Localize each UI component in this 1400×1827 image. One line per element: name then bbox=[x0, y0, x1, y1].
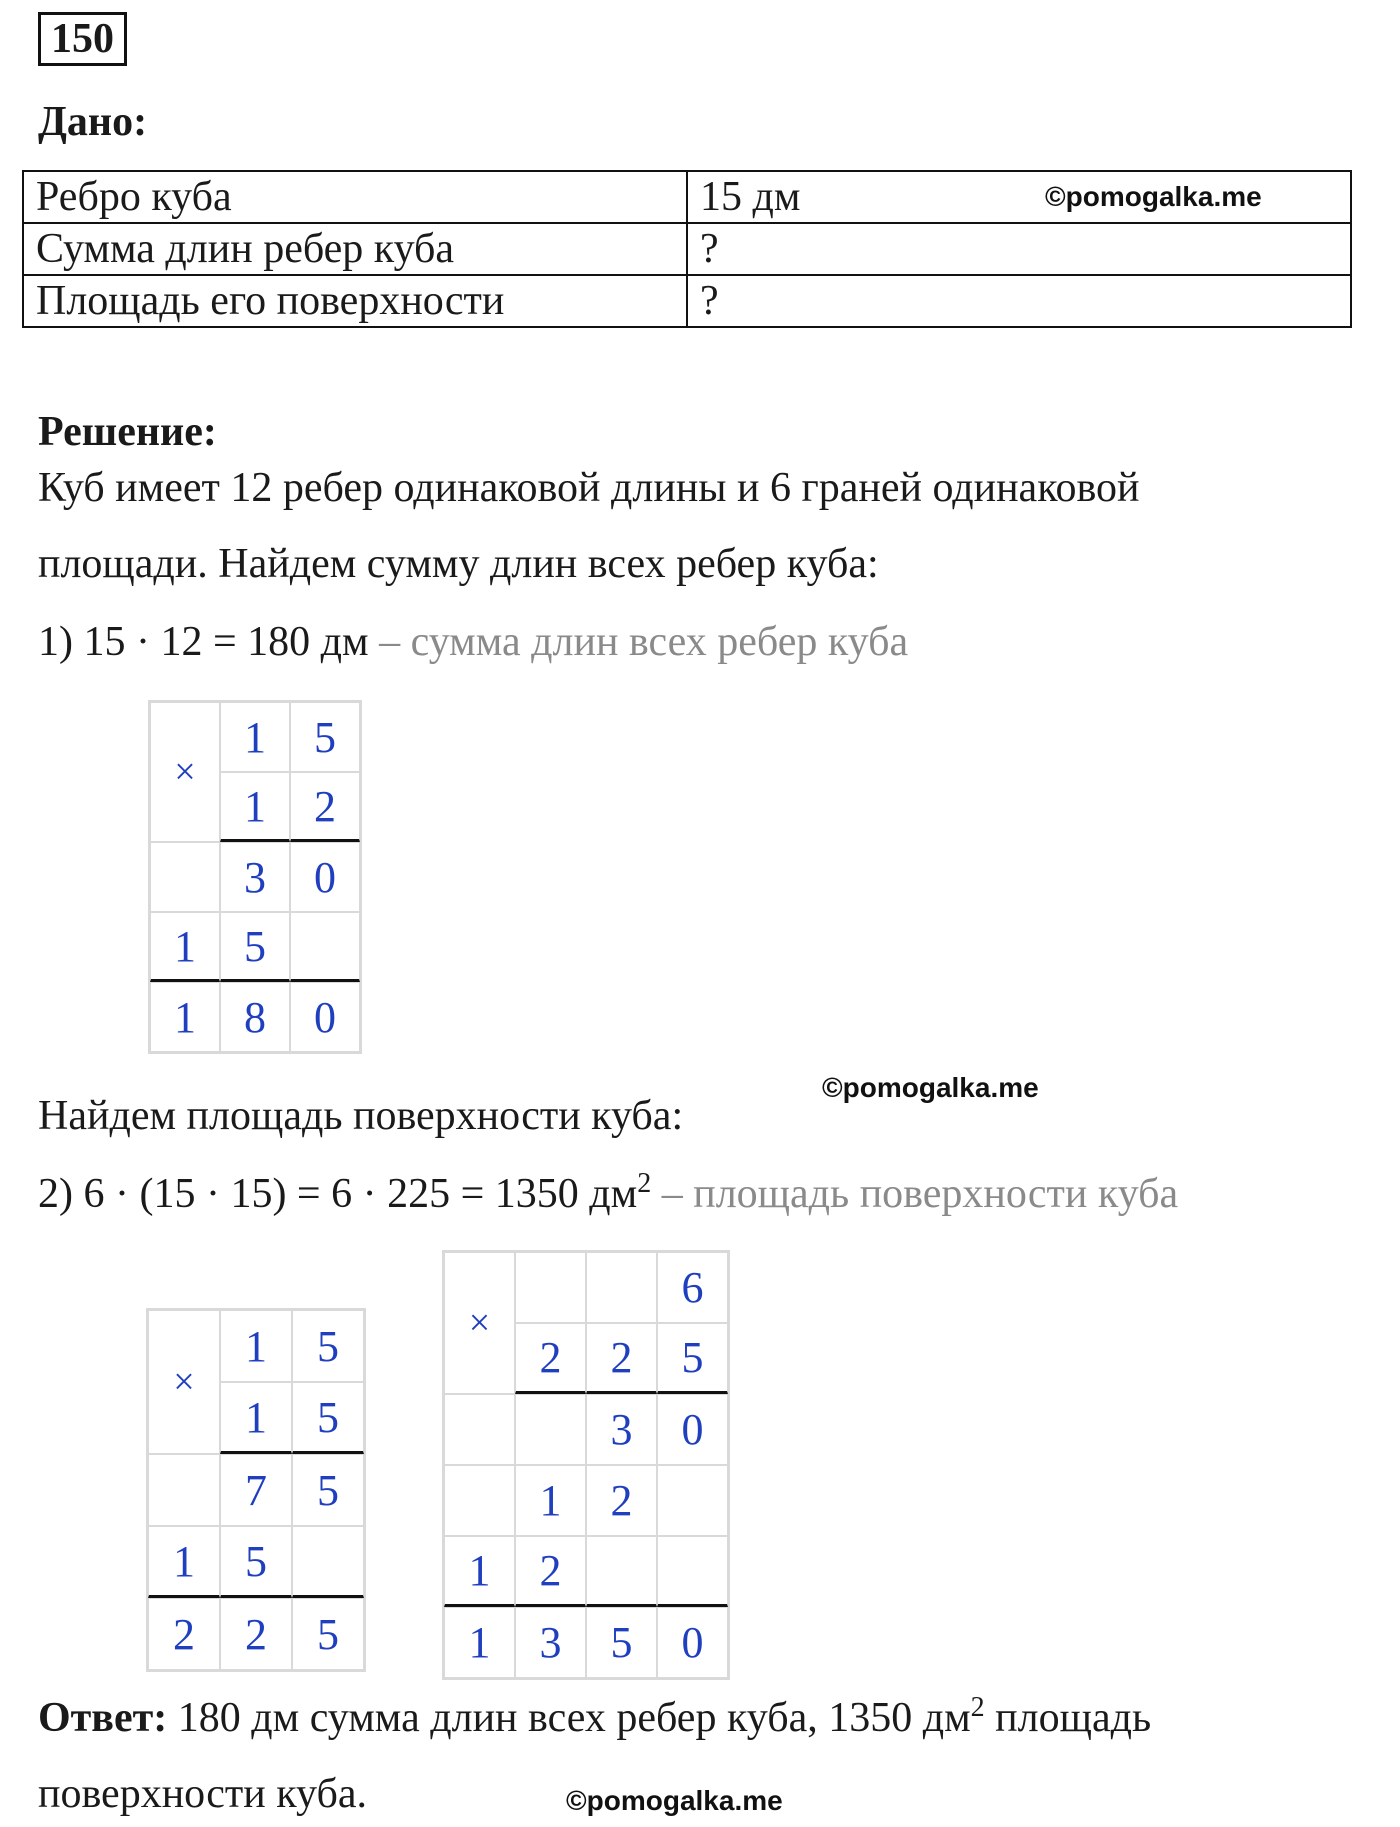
multiplication-15x15 bbox=[146, 1308, 366, 1672]
digit: 1 bbox=[444, 1607, 515, 1678]
digit: 0 bbox=[290, 842, 360, 912]
digit bbox=[657, 1465, 728, 1536]
watermark: ©pomogalka.me bbox=[566, 1785, 783, 1816]
answer-label: Ответ: bbox=[38, 1695, 168, 1741]
given-value: 15 дм bbox=[700, 174, 801, 220]
multiply-sign: × bbox=[148, 1310, 220, 1454]
solution-heading: Решение: bbox=[38, 409, 217, 455]
multiplication-225x6 bbox=[442, 1250, 730, 1680]
digit: 5 bbox=[220, 912, 290, 982]
given-value-cell bbox=[687, 171, 1351, 223]
step-2 bbox=[38, 1170, 1178, 1218]
digit: 2 bbox=[290, 772, 360, 842]
digit: 2 bbox=[148, 1598, 220, 1670]
digit: 1 bbox=[515, 1465, 586, 1536]
table-row bbox=[23, 171, 1351, 223]
given-value: ? bbox=[687, 275, 1351, 327]
given-label: Ребро куба bbox=[23, 171, 687, 223]
digit: 3 bbox=[586, 1394, 657, 1465]
digit: 1 bbox=[220, 1382, 292, 1454]
watermark: ©pomogalka.me bbox=[822, 1072, 1039, 1103]
digit bbox=[150, 842, 220, 912]
digit: 7 bbox=[220, 1454, 292, 1526]
digit: 0 bbox=[657, 1394, 728, 1465]
digit bbox=[515, 1252, 586, 1323]
digit: 1 bbox=[148, 1526, 220, 1598]
answer bbox=[38, 1694, 1151, 1742]
digit: 1 bbox=[150, 912, 220, 982]
multiply-sign: × bbox=[150, 702, 220, 842]
digit bbox=[148, 1454, 220, 1526]
digit: 8 bbox=[220, 982, 290, 1052]
task-number: 150 bbox=[38, 12, 127, 66]
step-1-note: – сумма длин всех ребер куба bbox=[368, 619, 909, 665]
given-heading: Дано: bbox=[38, 99, 148, 145]
answer-text: 180 дм сумма длин всех ребер куба, 1350 дм bbox=[167, 1695, 971, 1741]
digit: 0 bbox=[657, 1607, 728, 1678]
solution-text-line: Найдем площадь поверхности куба: bbox=[38, 1093, 684, 1139]
digit: 5 bbox=[292, 1382, 364, 1454]
digit: 2 bbox=[586, 1465, 657, 1536]
digit bbox=[290, 912, 360, 982]
step-2-note: – площадь поверхности куба bbox=[651, 1171, 1179, 1217]
digit: 1 bbox=[150, 982, 220, 1052]
step-2-superscript: 2 bbox=[637, 1168, 652, 1199]
digit bbox=[586, 1252, 657, 1323]
digit: 5 bbox=[292, 1310, 364, 1382]
solution-text-line: Куб имеет 12 ребер одинаковой длины и 6 граней одинаковой bbox=[38, 465, 1140, 511]
answer-superscript: 2 bbox=[970, 1692, 985, 1723]
digit: 3 bbox=[220, 842, 290, 912]
step-2-expression: 2) 6 · (15 · 15) = 6 · 225 = 1350 дм bbox=[38, 1171, 638, 1217]
digit: 5 bbox=[220, 1526, 292, 1598]
answer-line-2: поверхности куба. bbox=[38, 1771, 367, 1817]
digit bbox=[292, 1526, 364, 1598]
solution-text-line: площади. Найдем сумму длин всех ребер куба: bbox=[38, 541, 879, 587]
given-label: Сумма длин ребер куба bbox=[23, 223, 687, 275]
digit: 1 bbox=[220, 702, 290, 772]
digit: 1 bbox=[220, 772, 290, 842]
digit: 2 bbox=[220, 1598, 292, 1670]
digit: 5 bbox=[290, 702, 360, 772]
table-row bbox=[23, 275, 1351, 327]
multiplication-15x12 bbox=[148, 700, 362, 1054]
digit bbox=[515, 1394, 586, 1465]
digit bbox=[444, 1394, 515, 1465]
multiply-sign: × bbox=[444, 1252, 515, 1394]
digit: 3 bbox=[515, 1607, 586, 1678]
digit: 2 bbox=[515, 1323, 586, 1394]
digit: 1 bbox=[444, 1536, 515, 1607]
watermark: ©pomogalka.me bbox=[1045, 181, 1262, 212]
digit: 6 bbox=[657, 1252, 728, 1323]
step-1 bbox=[38, 618, 908, 666]
digit: 0 bbox=[290, 982, 360, 1052]
digit: 5 bbox=[292, 1598, 364, 1670]
digit: 5 bbox=[586, 1607, 657, 1678]
answer-text: площадь bbox=[984, 1695, 1152, 1741]
given-label: Площадь его поверхности bbox=[23, 275, 687, 327]
digit: 2 bbox=[515, 1536, 586, 1607]
digit: 1 bbox=[220, 1310, 292, 1382]
digit: 5 bbox=[292, 1454, 364, 1526]
table-row bbox=[23, 223, 1351, 275]
step-1-expression: 1) 15 · 12 = 180 дм bbox=[38, 619, 369, 665]
digit: 5 bbox=[657, 1323, 728, 1394]
digit bbox=[586, 1536, 657, 1607]
given-table bbox=[22, 170, 1352, 328]
digit bbox=[444, 1465, 515, 1536]
digit bbox=[657, 1536, 728, 1607]
given-value: ? bbox=[687, 223, 1351, 275]
digit: 2 bbox=[586, 1323, 657, 1394]
